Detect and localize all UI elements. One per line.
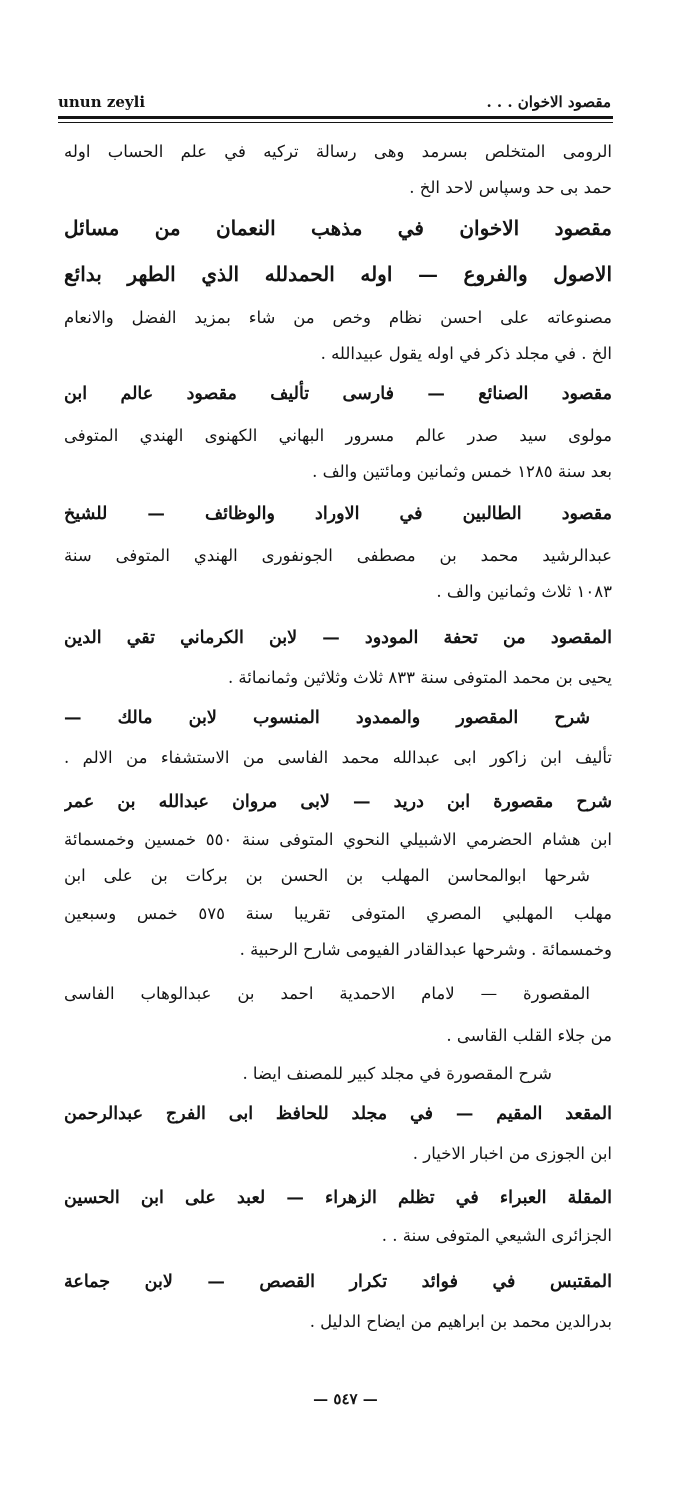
text-line: تأليف ابن زاكور ابى عبدالله محمد الفاسى من الاستشفاء من الالم . xyxy=(64,748,612,767)
entry-heading-line: المقلة العبراء في تظلم الزهراء — لعبد على ابن الحسين xyxy=(64,1188,612,1208)
text-line: بعد سنة ١٢٨٥ خمس وثمانين ومائتين والف . xyxy=(312,462,612,481)
entry-heading-line: شرح مقصورة ابن دريد — لابى مروان عبدالله بن عمر xyxy=(64,792,612,812)
entry-heading-line: المقتبس في فوائد تكرار القصص — لابن جماعة xyxy=(64,1272,612,1292)
entry-heading-line: مقصود الصنائع — فارسى تأليف مقصود عالم ابن xyxy=(64,384,612,404)
running-header-left: unun zeyli xyxy=(58,93,146,111)
entry-heading-line: مقصود الطالبين في الاوراد والوظائف — للشيخ xyxy=(64,504,612,524)
entry-heading-line: المقصورة — لامام الاحمدية احمد بن عبدالوهاب الفاسى xyxy=(64,984,590,1003)
text-line: شرحها ابوالمحاسن المهلب بن الحسن بن بركات بن على ابن xyxy=(64,866,590,885)
text-line: الخ . في مجلد ذكر في اوله يقول عبيدالله . xyxy=(320,344,612,363)
text-line: بدرالدين محمد بن ابراهيم من ايضاح الدليل . xyxy=(309,1312,612,1331)
text-line: يحيى بن محمد المتوفى سنة ٨٣٣ ثلاث وثلاثين وثمانمائة . xyxy=(227,668,612,687)
entry-heading-line: الاصول والفروع — اوله الحمدلله الذي الطهر بدائع xyxy=(64,262,612,286)
text-line: ابن الجوزى من اخبار الاخيار . xyxy=(412,1144,612,1163)
text-line: مصنوعاته على احسن نظام وخص من شاء بمزيد الفضل والانعام xyxy=(64,308,612,327)
text-line: ١٠٨٣ ثلاث وثمانين والف . xyxy=(436,582,612,601)
entry-heading-line: المقعد المقيم — في مجلد للحافظ ابى الفرج عبدالرحمن xyxy=(64,1104,612,1124)
header-rule-thick xyxy=(58,116,613,119)
text-line: عبدالرشيد محمد بن مصطفى الجونفورى الهندي المتوفى سنة xyxy=(64,546,612,565)
text-line: وخمسمائة . وشرحها عبدالقادر الفيومى شارح الرحبية . xyxy=(239,940,612,959)
text-line: الجزائرى الشيعي المتوفى سنة . . xyxy=(381,1226,612,1245)
header-rule-thin xyxy=(58,122,613,123)
text-line: مهلب المهلبي المصري المتوفى تقريبا سنة ٥٧٥ خمس وسبعين xyxy=(64,904,612,923)
text-line: حمد بى حد وسپاس لاحد الخ . xyxy=(409,178,612,197)
text-line: مولوى سيد صدر عالم مسرور البهاني الكهنوى الهندي المتوفى xyxy=(64,426,612,445)
entry-heading-line: مقصود الاخوان في مذهب النعمان من مسائل xyxy=(64,216,612,240)
entry-heading-line: شرح المقصور والممدود المنسوب لابن مالك — xyxy=(64,708,590,728)
text-line: ابن هشام الحضرمي الاشبيلي النحوي المتوفى سنة ٥٥٠ خمسين وخمسمائة xyxy=(64,830,612,849)
text-line: شرح المقصورة في مجلد كبير للمصنف ايضا . xyxy=(242,1064,552,1083)
entry-heading-line: المقصود من تحفة المودود — لابن الكرماني تقي الدين xyxy=(64,628,612,648)
text-line: من جلاء القلب القاسى . xyxy=(446,1026,612,1045)
page-number: — ٥٤٧ — xyxy=(313,1390,378,1408)
text-line: الرومى المتخلص بسرمد وهى رسالة تركيه في علم الحساب اوله xyxy=(64,142,612,161)
running-header-right: مقصود الاخوان . . . xyxy=(486,93,611,111)
